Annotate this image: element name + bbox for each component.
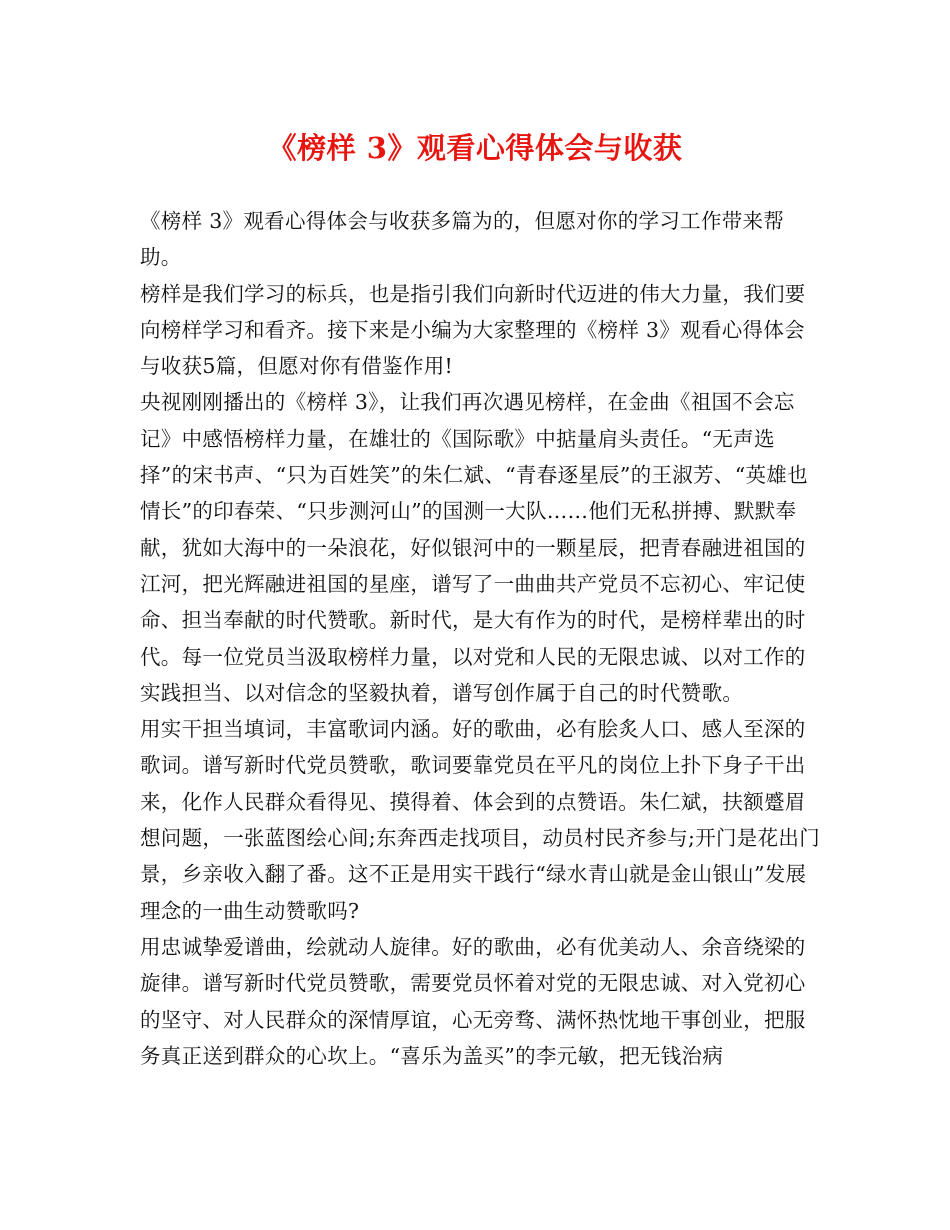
paragraph-melody: 用忠诚挚爱谱曲，绘就动人旋律。好的歌曲，必有优美动人、余音绕梁的旋律。谱写新时代党员赞歌，需要党员怀着对党的无限忠诚、对入党初心的坚守、对人民群众的深情厚谊，心无旁骛、满怀热忱地干事创业，把服务真正送到群众的心坎上。“喜乐为盖买”的李元敏，把无钱治病 (140, 934, 806, 1068)
document-title: 《榜样 3》观看心得体会与收获 (267, 131, 683, 165)
paragraph-lyrics: 用实干担当填词，丰富歌词内涵。好的歌曲，必有脍炙人口、感人至深的歌词。谱写新时代党员赞歌，歌词要靠党员在平凡的岗位上扑下身子干出来，化作人民群众看得见、摸得着、体会到的点赞语。朱仁斌，扶额蹙眉想问题，一张蓝图绘心间;东奔西走找项目，动员村民齐参与;开门是花出门景，乡亲收入翻了番。这不正是用实干践行“绿水青山就是金山银山”发展理念的一曲生动赞歌吗? (140, 717, 821, 923)
document-body (140, 203, 822, 1074)
paragraph-lead: 榜样是我们学习的标兵，也是指引我们向新时代迈进的伟大力量，我们要向榜样学习和看齐。接下来是小编为大家整理的《榜样 3》观看心得体会与收获5篇，但愿对你有借鉴作用! (140, 281, 806, 379)
paragraph-main: 央视刚刚播出的《榜样 3》，让我们再次遇见榜样，在金曲《祖国不会忘记》中感悟榜样力量，在雄壮的《国际歌》中掂量肩头责任。“无声选择”的宋书声、“只为百姓笑”的朱仁斌、“青春逐星辰”的王淑芳、“英雄也情长”的印春荣、“只步测河山”的国测一大队……他们无私拼搏、默默奉献，犹如大海中的一朵浪花，好似银河中的一颗星辰，把青春融进祖国的江河，把光辉融进祖国的星座，谱写了一曲曲共产党员不忘初心、牢记使命、担当奉献的时代赞歌。新时代，是大有作为的时代，是榜样辈出的时代。每一位党员当汲取榜样力量，以对党和人民的无限忠诚、以对工作的实践担当、以对信念的坚毅执着，谱写创作属于自己的时代赞歌。 (140, 390, 808, 705)
paragraph-intro: 《榜样 3》观看心得体会与收获多篇为的，但愿对你的学习工作带来帮助。 (140, 209, 785, 270)
